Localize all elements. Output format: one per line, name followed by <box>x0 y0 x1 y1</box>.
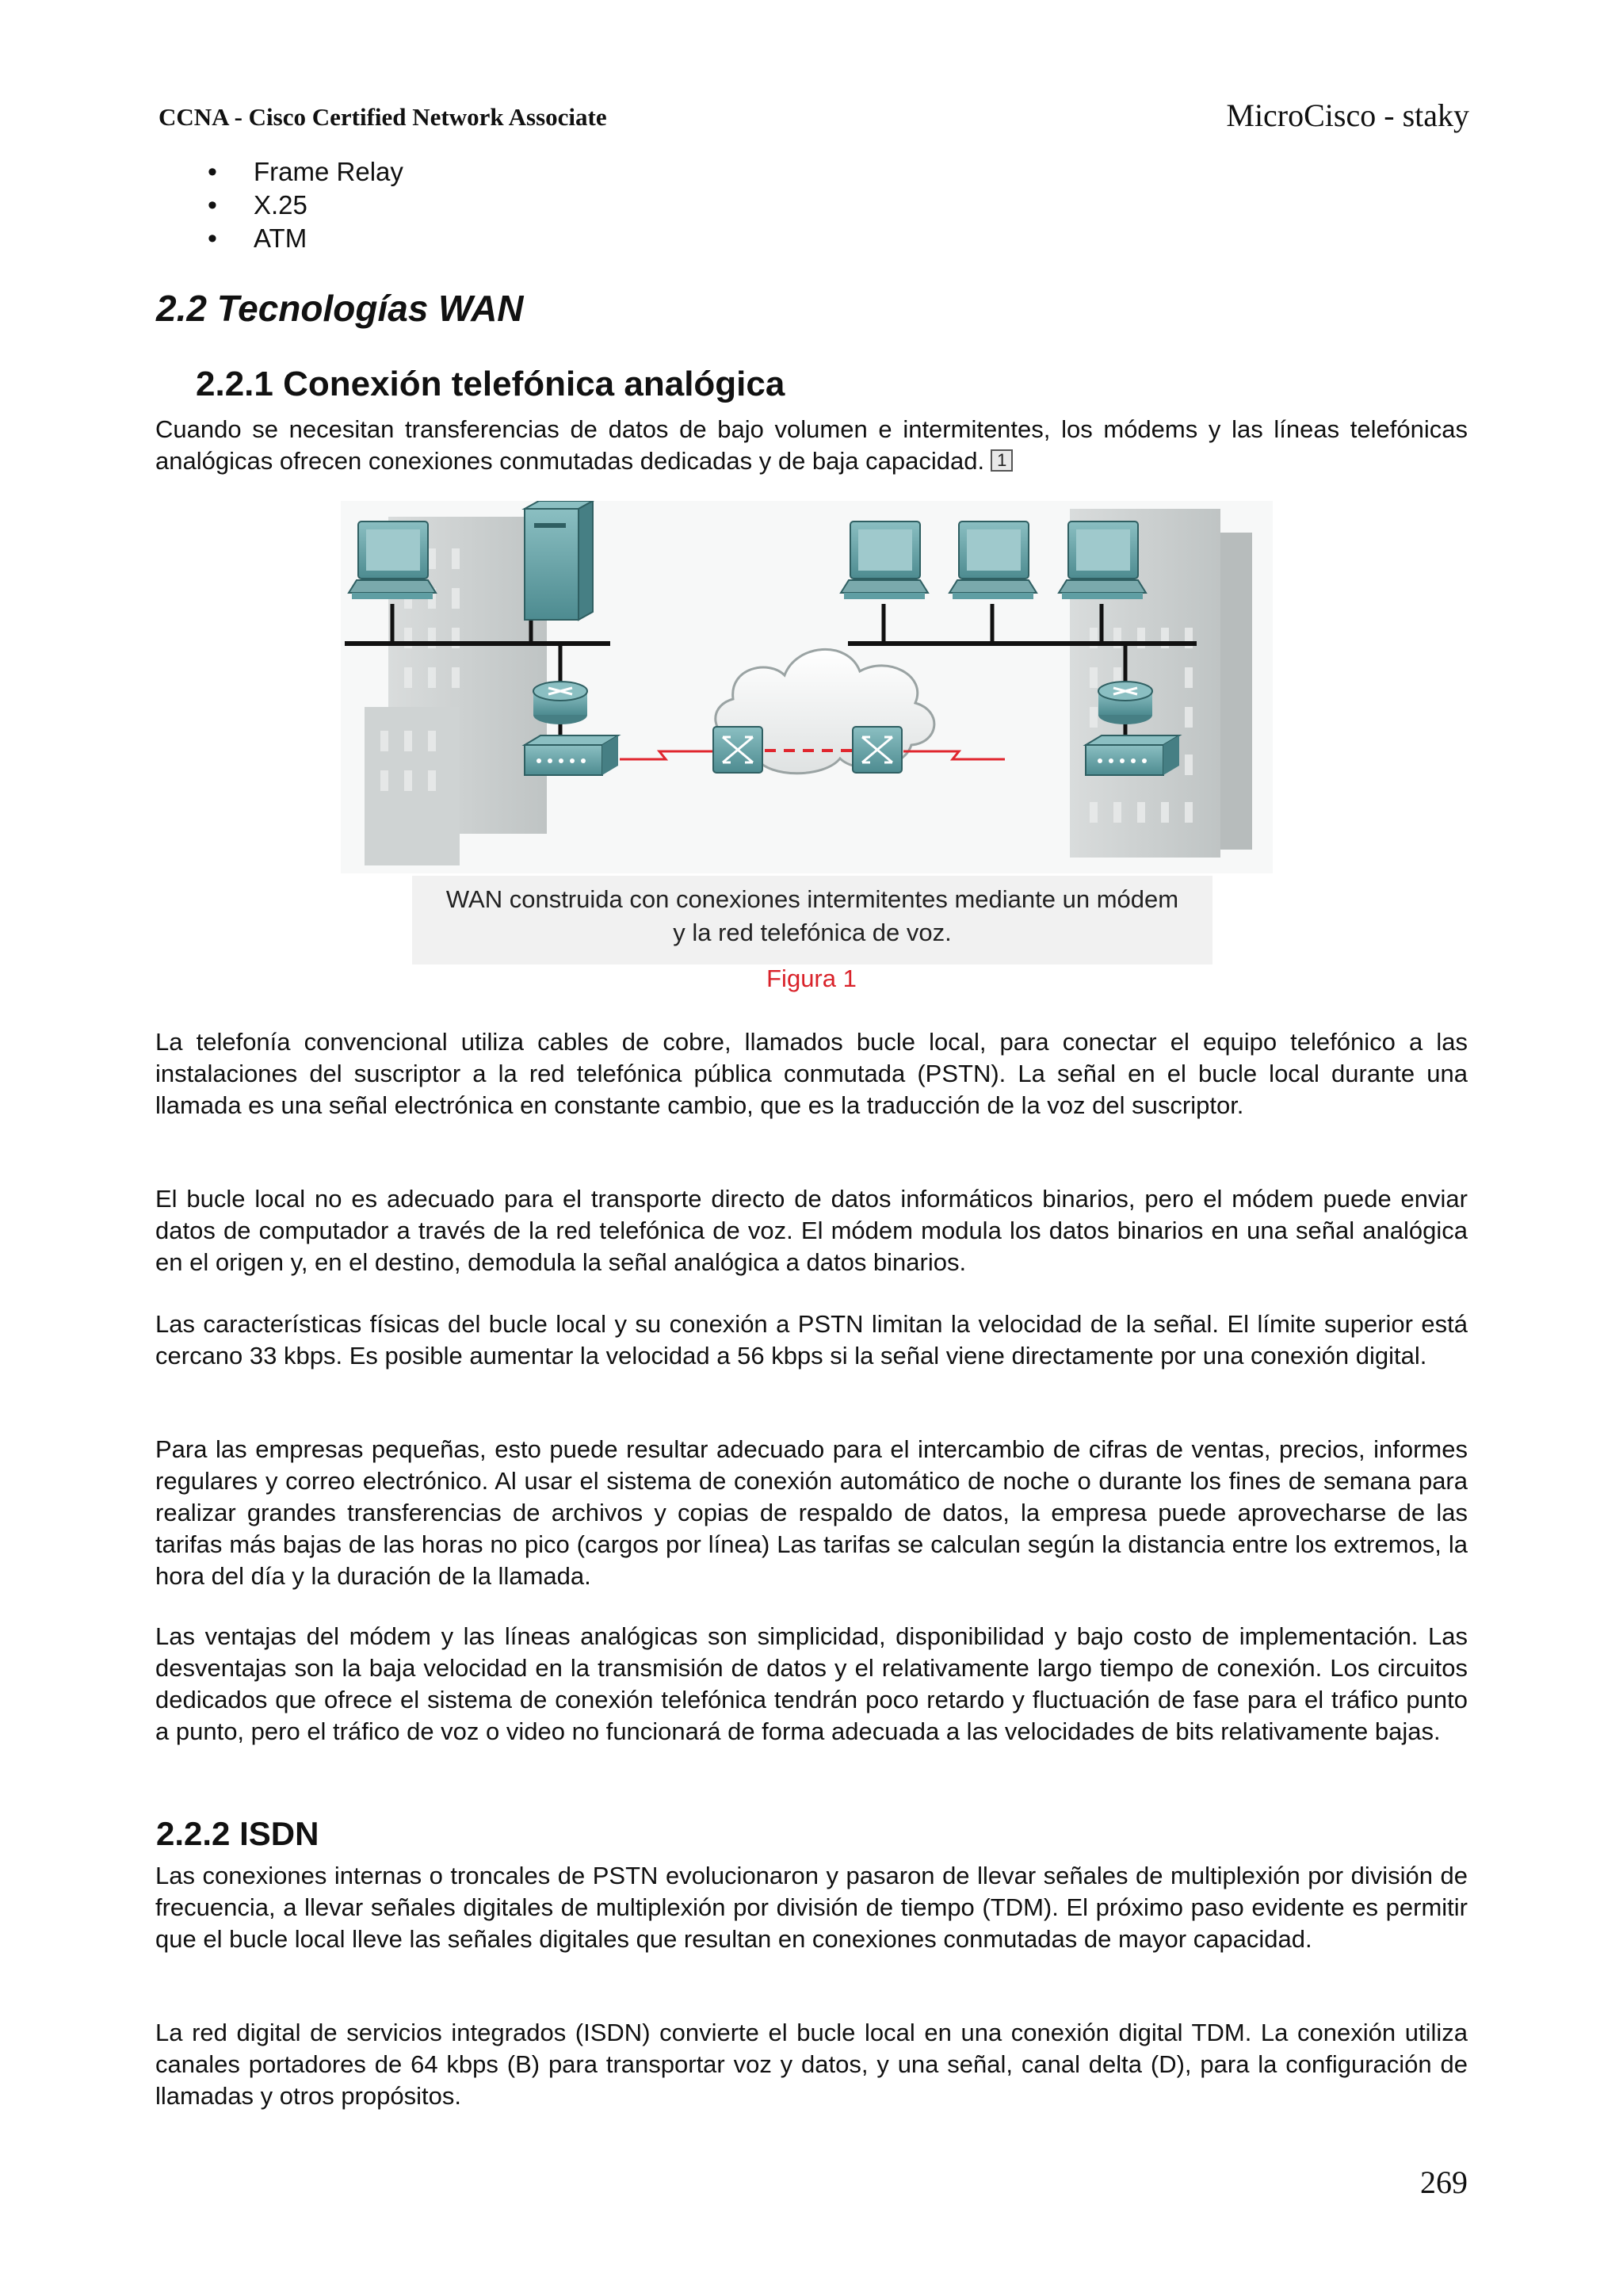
running-header-author: MicroCisco - staky <box>1226 97 1469 133</box>
switch-icon-right <box>853 727 902 773</box>
router-icon-left <box>533 682 587 724</box>
page-number: 269 <box>1420 2164 1468 2200</box>
body-paragraph: El bucle local no es adecuado para el transporte directo de datos informáticos binarios, pero el módem puede enviar datos de computador a través de la red telefónica de voz. El módem modula los datos binarios en una señal analógica en el origen y, en el destino, demodula la señal analógica a datos binarios. <box>155 1185 1468 1276</box>
modem-icon-left <box>525 735 618 775</box>
body-paragraph: La red digital de servicios integrados (ISDN) convierte el bucle local en una conexión digital TDM. La conexión utiliza canales portadores de 64 kbps (B) para transportar voz y datos, y una señal, canal delta (D), para la configuración de llamadas y otros propósitos. <box>155 2019 1468 2110</box>
intro-paragraph <box>155 414 1468 477</box>
intro-text: Cuando se necesitan transferencias de datos de bajo volumen e intermitentes, los módems y las líneas telefónicas analógicas ofrecen conexiones conmutadas dedicadas y de baja capacidad. <box>155 415 1468 475</box>
figure-reference-badge[interactable]: 1 <box>991 449 1013 472</box>
server-icon <box>525 501 593 620</box>
subsection-title-isdn: 2.2.2 ISDN <box>156 1815 319 1852</box>
body-paragraph: La telefonía convencional utiliza cables de cobre, llamados bucle local, para conectar el equipo telefónico a las instalaciones del suscriptor a la red telefónica pública conmutada (PSTN). La señal en el bucle local durante una llamada es una señal electrónica en constante cambio, que es la traducción de la voz del suscriptor. <box>155 1028 1468 1119</box>
subsection-title-analog: 2.2.1 Conexión telefónica analógica <box>196 365 785 403</box>
figure-caption-box <box>412 876 1212 965</box>
running-header-title: CCNA - Cisco Certified Network Associate <box>158 103 607 131</box>
figure-caption-line: WAN construida con conexiones intermitentes mediante un módem <box>445 885 1179 913</box>
body-paragraph: Las características físicas del bucle local y su conexión a PSTN limitan la velocidad de la señal. El límite superior está cercano 33 kbps. Es posible aumentar la velocidad a 56 kbps si la señal viene directamente por una conexión digital. <box>155 1310 1468 1370</box>
body-paragraph: Las conexiones internas o troncales de PSTN evolucionaron y pasaron de llevar señales de multiplexión por división de frecuencia, a llevar señales digitales de multiplexión por división de tiempo (TDM). El próximo paso evidente es permitir que el bucle local lleve las señales digitales que resultan en conexiones conmutadas de mayor capacidad. <box>155 1862 1468 1953</box>
modem-icon-right <box>1086 735 1179 775</box>
technology-bullet-list <box>208 155 403 255</box>
workstation-icon <box>349 521 436 599</box>
figure-label: Figura 1 <box>766 965 857 992</box>
list-item: • X.25 <box>208 189 403 222</box>
section-title: 2.2 Tecnologías WAN <box>156 288 524 329</box>
body-paragraph: Para las empresas pequeñas, esto puede resultar adecuado para el intercambio de cifras de ventas, precios, informes regulares y correo electrónico. Al usar el sistema de conexión automático de noche o durante los fines de semana para realizar grandes transferencias de archivos y copias de respaldo de datos, la empresa puede aprovecharse de las tarifas más bajas de las horas no pico (cargos por línea) Las tarifas se calculan según la distancia entre los extremos, la hora del día y la duración de la llamada. <box>155 1435 1468 1590</box>
list-item: • ATM <box>208 222 403 255</box>
figure-caption-line: y la red telefónica de voz. <box>673 919 952 946</box>
workstation-icon <box>949 521 1037 599</box>
workstation-icon <box>1059 521 1146 599</box>
body-paragraph: Las ventajas del módem y las líneas analógicas son simplicidad, disponibilidad y bajo costo de implementación. Las desventajas son la baja velocidad en la transmisión de datos y el relativamente largo tiempo de conexión. Los circuitos dedicados que ofrece el sistema de conexión telefónica tendrán poco retardo y fluctuación de fase para el tráfico punto a punto, pero el tráfico de voz o video no funcionará de forma adecuada a las velocidades de bits relativamente bajas. <box>155 1622 1468 1745</box>
wan-diagram <box>341 501 1273 873</box>
router-icon-right <box>1098 682 1152 724</box>
switch-icon-left <box>713 727 762 773</box>
workstation-icon <box>841 521 928 599</box>
list-item: • Frame Relay <box>208 155 403 189</box>
